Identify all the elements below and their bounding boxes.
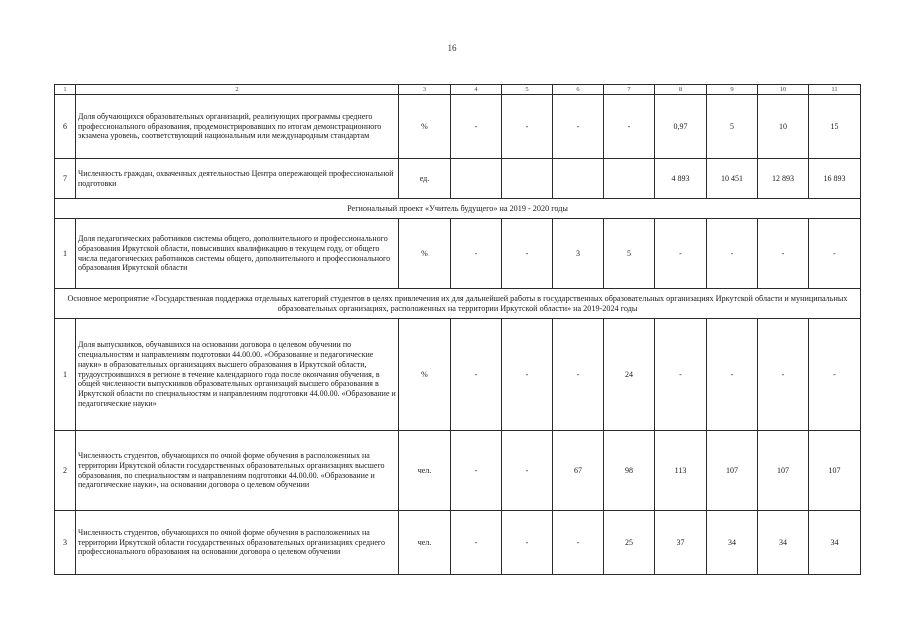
- value-cell: [553, 159, 604, 199]
- row-number: 3: [55, 511, 76, 575]
- section-title: Основное мероприятие «Государственная поддержка отдельных категорий студентов в целях привлечения их для дальнейшей работы в государственных образовательных организациях Иркутской области и муниципальных образовательных организациях, расположенных на территории Иркутской области» на 2019-2024 годы: [55, 289, 861, 319]
- value-cell: 5: [604, 219, 655, 289]
- value-cell: -: [502, 219, 553, 289]
- value-cell: -: [502, 319, 553, 431]
- value-cell: 4 893: [655, 159, 707, 199]
- section-row: [55, 199, 861, 219]
- indicator-name: Доля обучающихся образовательных организаций, реализующих программы среднего профессионального образования, продемонстрировавших по итогам демонстрационного экзамена уровень, соответствующий национальным или международным стандартам: [76, 95, 399, 159]
- value-cell: -: [451, 319, 502, 431]
- value-cell: 34: [707, 511, 758, 575]
- value-cell: 113: [655, 431, 707, 511]
- value-cell: -: [451, 219, 502, 289]
- value-cell: -: [451, 431, 502, 511]
- unit-cell: чел.: [399, 431, 451, 511]
- column-number: 1: [55, 85, 76, 95]
- table-row: [55, 159, 861, 199]
- value-cell: -: [758, 219, 809, 289]
- value-cell: 0,97: [655, 95, 707, 159]
- value-cell: [502, 159, 553, 199]
- row-number: 1: [55, 219, 76, 289]
- table-row: [55, 319, 861, 431]
- row-number: 1: [55, 319, 76, 431]
- value-cell: -: [553, 95, 604, 159]
- column-number: 6: [553, 85, 604, 95]
- table-row: [55, 219, 861, 289]
- value-cell: 107: [758, 431, 809, 511]
- row-number: 2: [55, 431, 76, 511]
- column-number: 7: [604, 85, 655, 95]
- value-cell: -: [451, 511, 502, 575]
- value-cell: -: [502, 95, 553, 159]
- value-cell: -: [553, 319, 604, 431]
- value-cell: 34: [758, 511, 809, 575]
- indicator-name: Численность студентов, обучающихся по очной форме обучения в расположенных на территории Иркутской области государственных образовательных организациях высшего образования, по специальностям и направлениям подготовки 44.00.00. «Образование и педагогические науки», на основании договора о целевом обучении: [76, 431, 399, 511]
- value-cell: 10 451: [707, 159, 758, 199]
- value-cell: -: [451, 95, 502, 159]
- value-cell: 16 893: [809, 159, 861, 199]
- value-cell: 24: [604, 319, 655, 431]
- indicator-name: Численность граждан, охваченных деятельностью Центра опережающей профессиональной подготовки: [76, 159, 399, 199]
- value-cell: 34: [809, 511, 861, 575]
- value-cell: 3: [553, 219, 604, 289]
- value-cell: -: [809, 319, 861, 431]
- column-number: 11: [809, 85, 861, 95]
- value-cell: 15: [809, 95, 861, 159]
- unit-cell: %: [399, 319, 451, 431]
- value-cell: -: [809, 219, 861, 289]
- value-cell: 107: [809, 431, 861, 511]
- indicator-name: Численность студентов, обучающихся по очной форме обучения в расположенных на территории Иркутской области государственных образовательных организациях среднего профессионального образования на основании договора о целевом обучении: [76, 511, 399, 575]
- value-cell: 25: [604, 511, 655, 575]
- indicator-name: Доля педагогических работников системы общего, дополнительного и профессионального образования Иркутской области, повысивших квалификацию в текущем году, от общего числа педагогических работников системы общего, дополнительного и профессионального образования Иркутской области: [76, 219, 399, 289]
- indicators-table: [54, 84, 861, 575]
- value-cell: 98: [604, 431, 655, 511]
- value-cell: -: [502, 511, 553, 575]
- value-cell: 10: [758, 95, 809, 159]
- value-cell: 12 893: [758, 159, 809, 199]
- value-cell: 37: [655, 511, 707, 575]
- column-number: 3: [399, 85, 451, 95]
- unit-cell: %: [399, 95, 451, 159]
- unit-cell: %: [399, 219, 451, 289]
- table-row: [55, 431, 861, 511]
- row-number: 6: [55, 95, 76, 159]
- section-title: Региональный проект «Учитель будущего» на 2019 - 2020 годы: [55, 199, 861, 219]
- section-row: [55, 289, 861, 319]
- value-cell: -: [604, 95, 655, 159]
- value-cell: 67: [553, 431, 604, 511]
- column-number: 4: [451, 85, 502, 95]
- value-cell: -: [758, 319, 809, 431]
- column-number: 2: [76, 85, 399, 95]
- value-cell: 5: [707, 95, 758, 159]
- value-cell: -: [707, 319, 758, 431]
- unit-cell: чел.: [399, 511, 451, 575]
- table-row: [55, 95, 861, 159]
- value-cell: 107: [707, 431, 758, 511]
- table-row: [55, 511, 861, 575]
- page-number: 16: [447, 43, 457, 53]
- value-cell: [604, 159, 655, 199]
- column-number: 9: [707, 85, 758, 95]
- row-number: 7: [55, 159, 76, 199]
- value-cell: -: [707, 219, 758, 289]
- column-number-row: [55, 85, 861, 95]
- unit-cell: ед.: [399, 159, 451, 199]
- value-cell: -: [502, 431, 553, 511]
- column-number: 5: [502, 85, 553, 95]
- value-cell: -: [655, 219, 707, 289]
- column-number: 8: [655, 85, 707, 95]
- value-cell: [451, 159, 502, 199]
- column-number: 10: [758, 85, 809, 95]
- value-cell: -: [655, 319, 707, 431]
- indicator-name: Доля выпускников, обучавшихся на основании договора о целевом обучении по специальностям и направлениям подготовки 44.00.00. «Образование и педагогические науки» в образовательных организациях высшего образования в Иркутской области, трудоустроившихся в регионе в течение календарного года после окончания обучения, в общей численности выпускников образовательных организаций высшего образования в Иркутской области по специальностям и направлениям подготовки 44.00.00. «Образование и педагогические науки»: [76, 319, 399, 431]
- value-cell: -: [553, 511, 604, 575]
